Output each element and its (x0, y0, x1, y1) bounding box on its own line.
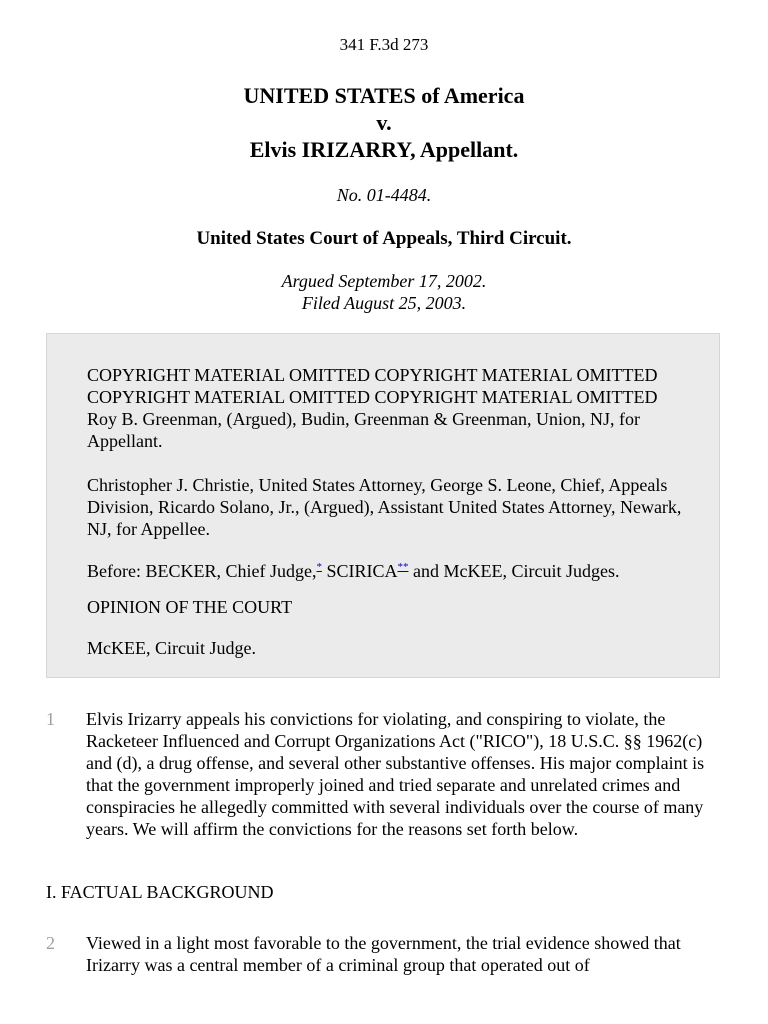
panel-judges (87, 555, 687, 582)
paragraph-text: Viewed in a light most favorable to the government, the trial evidence showed that Irizarry was a central member of a criminal group that operated out of (86, 933, 681, 975)
preamble-box (46, 333, 720, 678)
counsel-appellee: Christopher J. Christie, United States Attorney, George S. Leone, Chief, Appeals Division, Ricardo Solano, Jr., (Argued), Assistant United States Attorney, Newark, NJ, for Appellee. (87, 475, 682, 539)
before-middle: SCIRICA (321, 561, 398, 581)
case-parties (0, 82, 768, 163)
docket-number: No. 01-4484. (336, 185, 432, 205)
paragraph-text: Elvis Irizarry appeals his convictions for violating, and conspiring to violate, the Racketeer Influenced and Corrupt Organizations Act ("RICO"), 18 U.S.C. §§ 1962(c) and (d), a drug offense, and several other substantive offenses. His major complaint is that the government improperly joined and tried separate and unrelated crimes and conspiracies he allegedly committed with several individuals over the course of many years. We will affirm the convictions for the reasons set forth below. (86, 709, 705, 839)
before-prefix: Before: BECKER, Chief Judge, (87, 561, 317, 581)
section-heading: I. FACTUAL BACKGROUND (46, 882, 274, 902)
case-citation: 341 F.3d 273 (339, 35, 429, 54)
filed-date: Filed August 25, 2003. (301, 293, 467, 313)
versus-label: v. (376, 110, 392, 135)
plaintiff-name: UNITED STATES of America (243, 83, 525, 108)
argued-date: Argued September 17, 2002. (281, 271, 487, 291)
paragraph-number: 2 (46, 933, 55, 953)
case-dates (0, 270, 768, 314)
opinion-title: OPINION OF THE COURT (87, 597, 293, 617)
court-name: United States Court of Appeals, Third Circuit. (196, 228, 572, 249)
opinion-author: McKEE, Circuit Judge. (87, 638, 256, 658)
before-suffix: and McKEE, Circuit Judges. (408, 561, 620, 581)
defendant-name: Elvis IRIZARRY, Appellant. (249, 137, 519, 162)
footnote-link-2[interactable]: ** (397, 561, 409, 573)
footnote-link-1[interactable]: * (316, 561, 322, 573)
counsel-appellant: COPYRIGHT MATERIAL OMITTED COPYRIGHT MATERIAL OMITTED COPYRIGHT MATERIAL OMITTED COPYRIGHT MATERIAL OMITTED Roy B. Greenman, (Argued), Budin, Greenman & Greenman, Union, NJ, for Appellant. (87, 365, 658, 451)
paragraph-number: 1 (46, 709, 55, 729)
